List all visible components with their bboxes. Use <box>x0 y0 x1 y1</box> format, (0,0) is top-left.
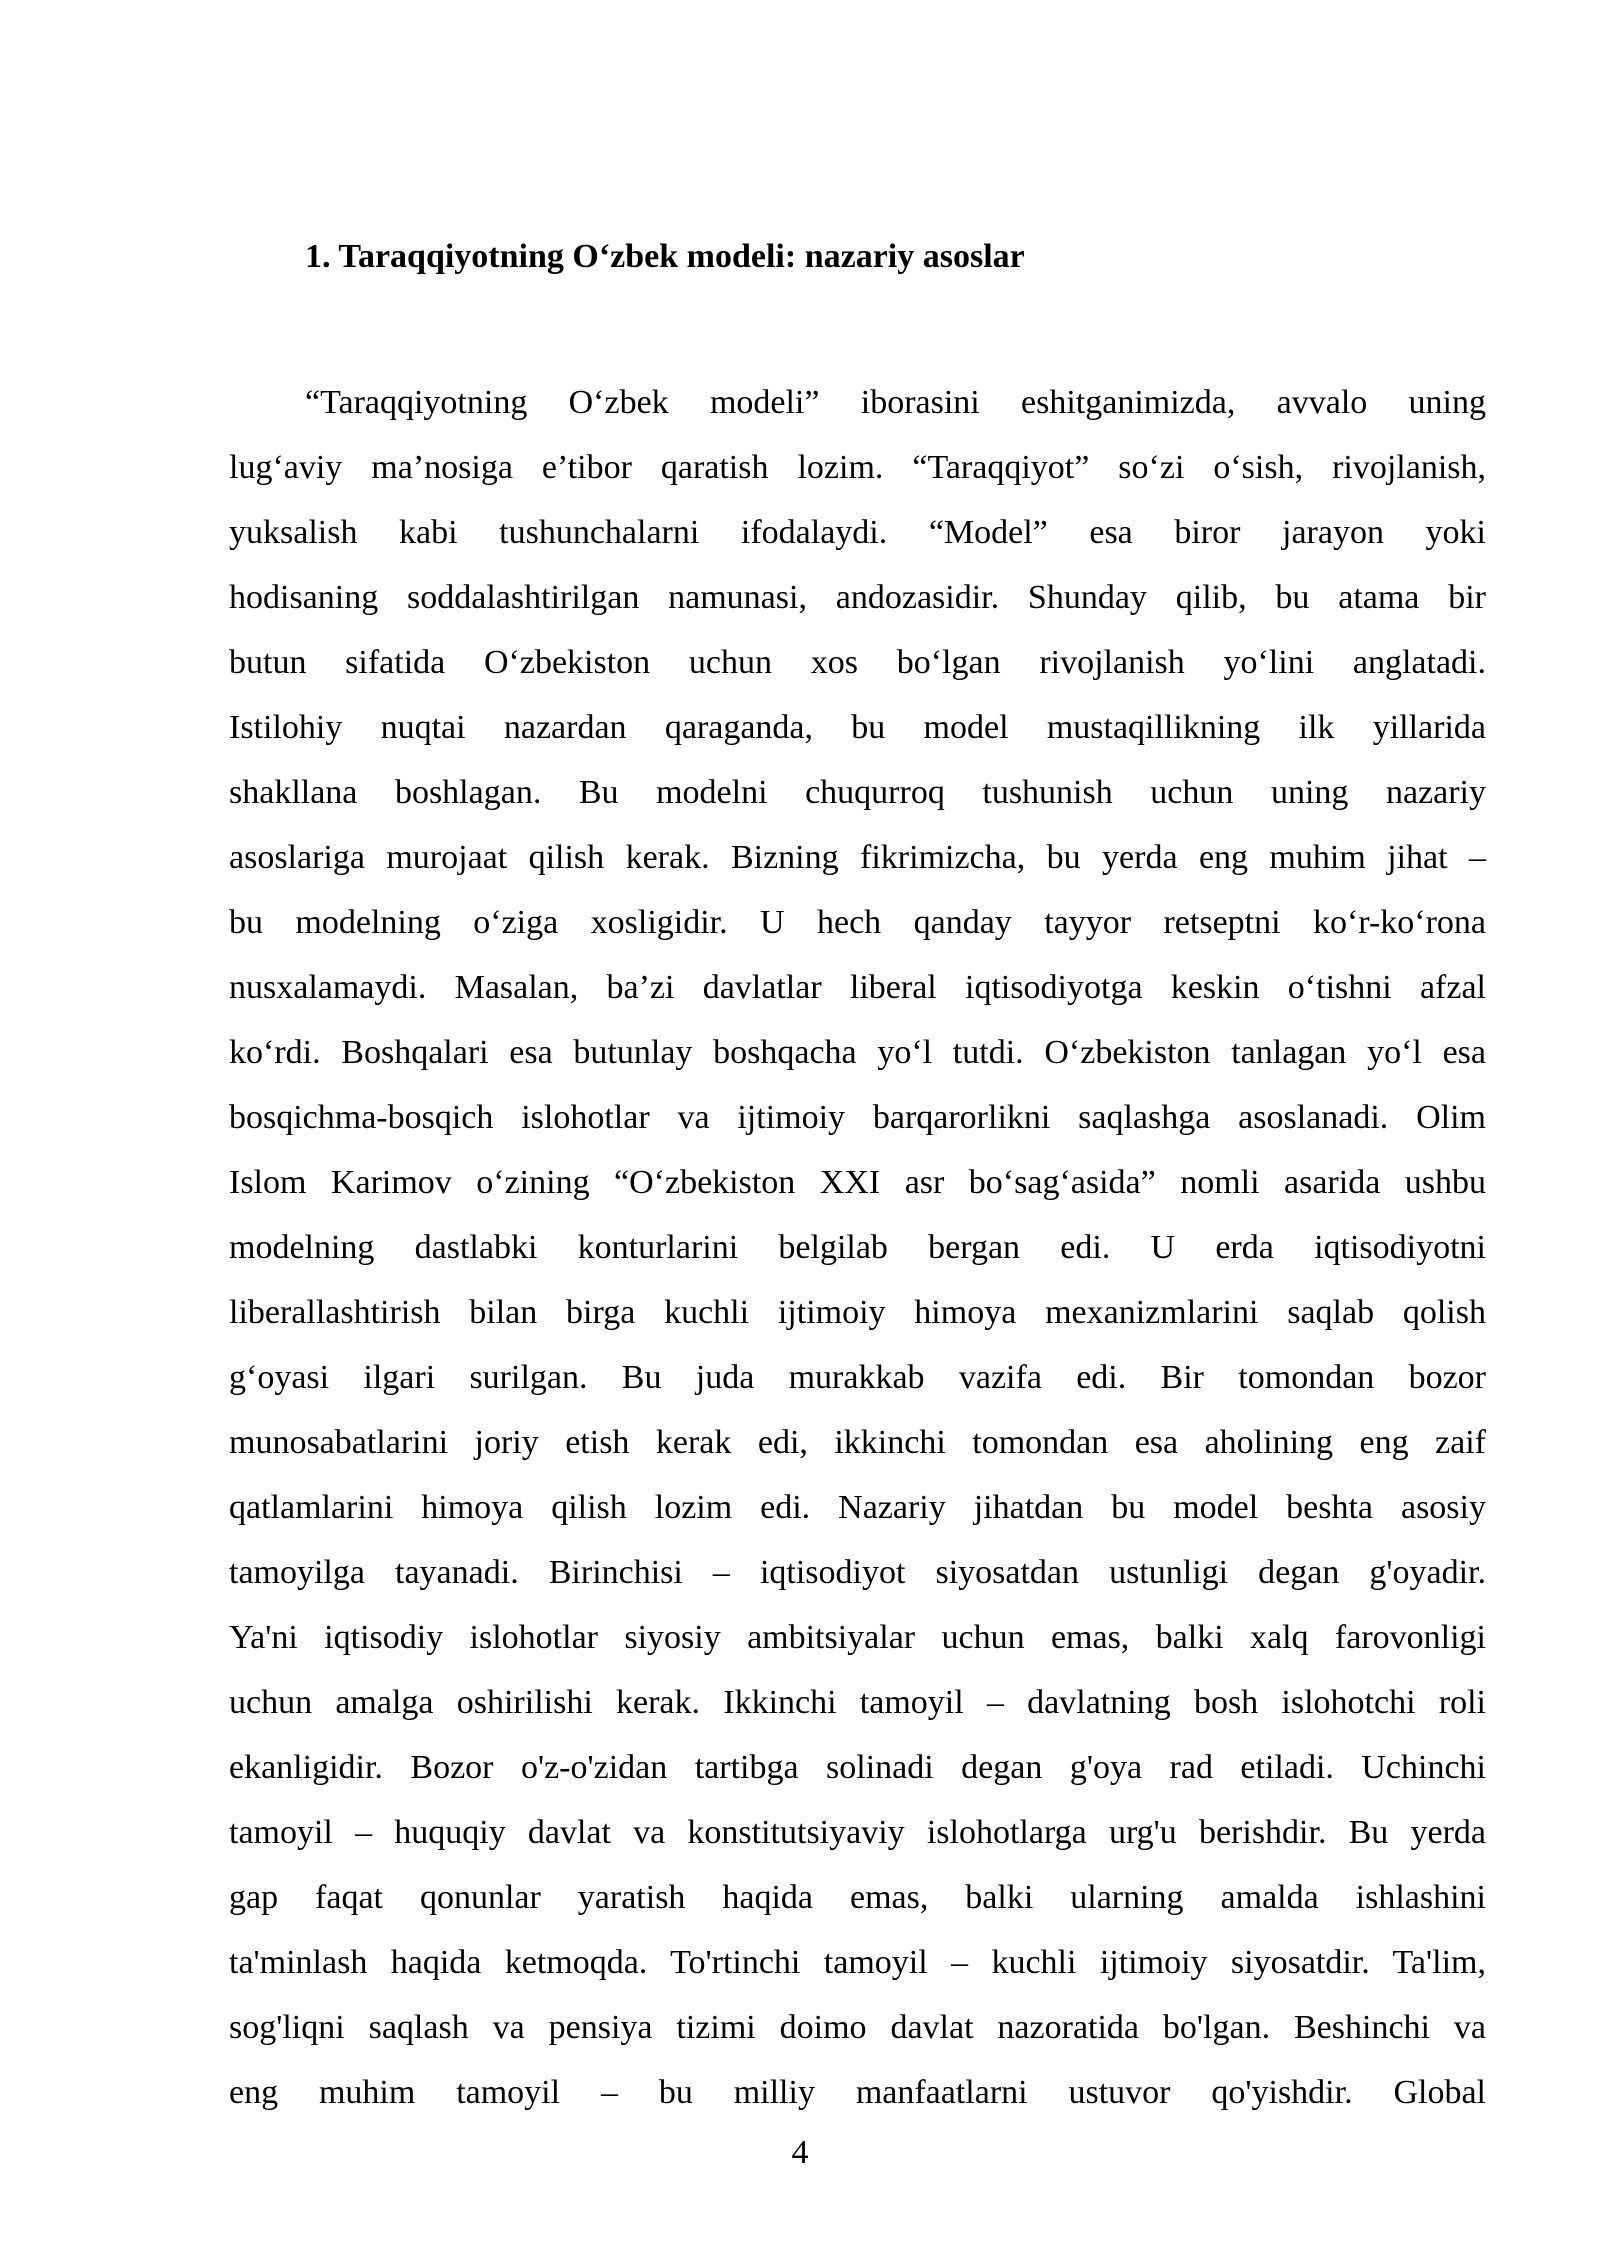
paragraph-line: hodisaning soddalashtirilgan namunasi, andozasidir. Shunday qilib, bu atama bir <box>229 579 1486 616</box>
paragraph-line: butun sifatida O‘zbekiston uchun xos bo‘lgan rivojlanish yo‘lini anglatadi. <box>229 644 1486 681</box>
paragraph-line: liberallashtirish bilan birga kuchli ijtimoiy himoya mexanizmlarini saqlab qolish <box>229 1294 1486 1331</box>
paragraph-line: nusxalamaydi. Masalan, ba’zi davlatlar liberal iqtisodiyotga keskin o‘tishni afzal <box>229 969 1486 1006</box>
paragraph-line: yuksalish kabi tushunchalarni ifodalaydi. “Model” esa biror jarayon yoki <box>229 514 1486 551</box>
paragraph-line: bosqichma-bosqich islohotlar va ijtimoiy barqarorlikni saqlashga asoslanadi. Olim <box>229 1099 1486 1136</box>
paragraph-line: modelning dastlabki konturlarini belgilab bergan edi. U erda iqtisodiyotni <box>229 1229 1486 1266</box>
paragraph-line: Ya'ni iqtisodiy islohotlar siyosiy ambitsiyalar uchun emas, balki xalq farovonligi <box>229 1619 1486 1656</box>
paragraph-line: bu modelning o‘ziga xosligidir. U hech qanday tayyor retseptni ko‘r-ko‘rona <box>229 904 1486 941</box>
paragraph-line: Istilohiy nuqtai nazardan qaraganda, bu model mustaqillikning ilk yillarida <box>229 709 1486 746</box>
paragraph-line: sog'liqni saqlash va pensiya tizimi doimo davlat nazoratida bo'lgan. Beshinchi va <box>229 2009 1486 2046</box>
paragraph-line: ekanligidir. Bozor o'z-o'zidan tartibga solinadi degan g'oya rad etiladi. Uchinchi <box>229 1749 1486 1786</box>
paragraph-line: gap faqat qonunlar yaratish haqida emas, balki ularning amalda ishlashini <box>229 1879 1486 1916</box>
paragraph-line: lug‘aviy ma’nosiga e’tibor qaratish lozim. “Taraqqiyot” so‘zi o‘sish, rivojlanish, <box>229 449 1486 486</box>
paragraph-line: Islom Karimov o‘zining “O‘zbekiston XXI asr bo‘sag‘asida” nomli asarida ushbu <box>229 1164 1486 1201</box>
paragraph-line: eng muhim tamoyil – bu milliy manfaatlarni ustuvor qo'yishdir. Global <box>229 2074 1486 2111</box>
paragraph-line: qatlamlarini himoya qilish lozim edi. Nazariy jihatdan bu model beshta asosiy <box>229 1489 1486 1526</box>
paragraph-line: “Taraqqiyotning O‘zbek modeli” iborasini eshitganimizda, avvalo uning <box>305 384 1486 421</box>
paragraph-line: uchun amalga oshirilishi kerak. Ikkinchi tamoyil – davlatning bosh islohotchi roli <box>229 1684 1486 1721</box>
paragraph-line: shakllana boshlagan. Bu modelni chuqurroq tushunish uchun uning nazariy <box>229 774 1486 811</box>
paragraph-line: g‘oyasi ilgari surilgan. Bu juda murakkab vazifa edi. Bir tomondan bozor <box>229 1359 1486 1396</box>
paragraph-line: asoslariga murojaat qilish kerak. Bizning fikrimizcha, bu yerda eng muhim jihat – <box>229 839 1486 876</box>
paragraph-line: tamoyil – huquqiy davlat va konstitutsiyaviy islohotlarga urg'u berishdir. Bu yerda <box>229 1814 1486 1851</box>
paragraph-line: munosabatlarini joriy etish kerak edi, ikkinchi tomondan esa aholining eng zaif <box>229 1424 1486 1461</box>
paragraph-line: ta'minlash haqida ketmoqda. To'rtinchi tamoyil – kuchli ijtimoiy siyosatdir. Ta'lim, <box>229 1944 1486 1981</box>
paragraph-line: ko‘rdi. Boshqalari esa butunlay boshqacha yo‘l tutdi. O‘zbekiston tanlagan yo‘l esa <box>229 1034 1486 1071</box>
body-paragraph <box>229 370 1486 2125</box>
page-number: 4 <box>791 2134 809 2171</box>
paragraph-line: tamoyilga tayanadi. Birinchisi – iqtisodiyot siyosatdan ustunligi degan g'oyadir. <box>229 1554 1486 1591</box>
section-heading: 1. Taraqqiyotning O‘zbek modeli: nazariy asoslar <box>305 238 1025 275</box>
